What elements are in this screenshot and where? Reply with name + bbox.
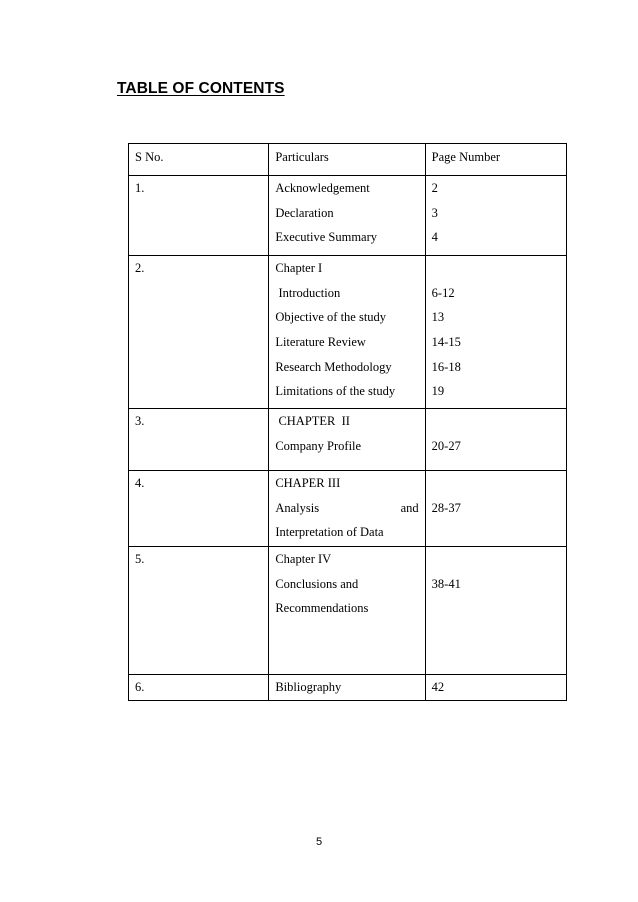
- table-row: [129, 176, 567, 256]
- row-sno: 4.: [135, 476, 145, 490]
- entry-declaration: Declaration: [275, 205, 334, 220]
- chapter-heading: CHAPER III: [275, 476, 341, 490]
- header-sno: S No.: [135, 150, 164, 164]
- page-ref: 42: [431, 680, 445, 694]
- entry-bibliography: Bibliography: [275, 680, 342, 694]
- page-title: TABLE OF CONTENTS: [117, 80, 285, 97]
- entry-objective: Objective of the study: [275, 310, 387, 325]
- header-page-number: Page Number: [431, 150, 501, 164]
- row-sno: 5.: [135, 552, 145, 566]
- entry-introduction: Introduction: [275, 285, 341, 300]
- table-row: [129, 547, 567, 675]
- row-sno: 1.: [135, 181, 145, 195]
- row-sno: 2.: [135, 261, 145, 275]
- entry-literature-review: Literature Review: [275, 335, 366, 350]
- page-ref: 16-18: [431, 359, 461, 374]
- page-ref: 38-41: [431, 576, 461, 591]
- table-row: [129, 675, 567, 701]
- entry-limitations: Limitations of the study: [275, 384, 396, 399]
- header-particulars: Particulars: [275, 150, 329, 164]
- page-ref: 19: [431, 384, 445, 399]
- table-row: [129, 256, 567, 409]
- page-ref: 2: [431, 181, 438, 195]
- page-ref: 28-37: [431, 500, 461, 515]
- page-number: 5: [315, 836, 323, 848]
- entry-recommendations: Recommendations: [275, 601, 369, 616]
- entry-acknowledgement: Acknowledgement: [275, 181, 370, 195]
- page-ref: 4: [431, 230, 438, 245]
- table-row: [129, 409, 567, 471]
- page-ref: 14-15: [431, 335, 461, 350]
- contents-table: [128, 143, 567, 701]
- table-row: [129, 471, 567, 547]
- row-sno: 6.: [135, 680, 145, 694]
- chapter-heading: Chapter IV: [275, 552, 332, 566]
- page-ref: 6-12: [431, 285, 455, 300]
- chapter-heading: CHAPTER II: [275, 414, 350, 428]
- page-ref: 13: [431, 310, 445, 325]
- entry-executive-summary: Executive Summary: [275, 230, 378, 245]
- table-header-row: [129, 144, 567, 176]
- entry-research-methodology: Research Methodology: [275, 359, 392, 374]
- entry-conclusions: Conclusions and: [275, 576, 359, 591]
- entry-analysis: Analysis and Interpretation of Data: [275, 500, 432, 540]
- page-ref: 3: [431, 205, 438, 220]
- entry-company-profile: Company Profile: [275, 438, 362, 453]
- chapter-heading: Chapter I: [275, 261, 323, 275]
- page-ref: 20-27: [431, 438, 461, 453]
- row-sno: 3.: [135, 414, 145, 428]
